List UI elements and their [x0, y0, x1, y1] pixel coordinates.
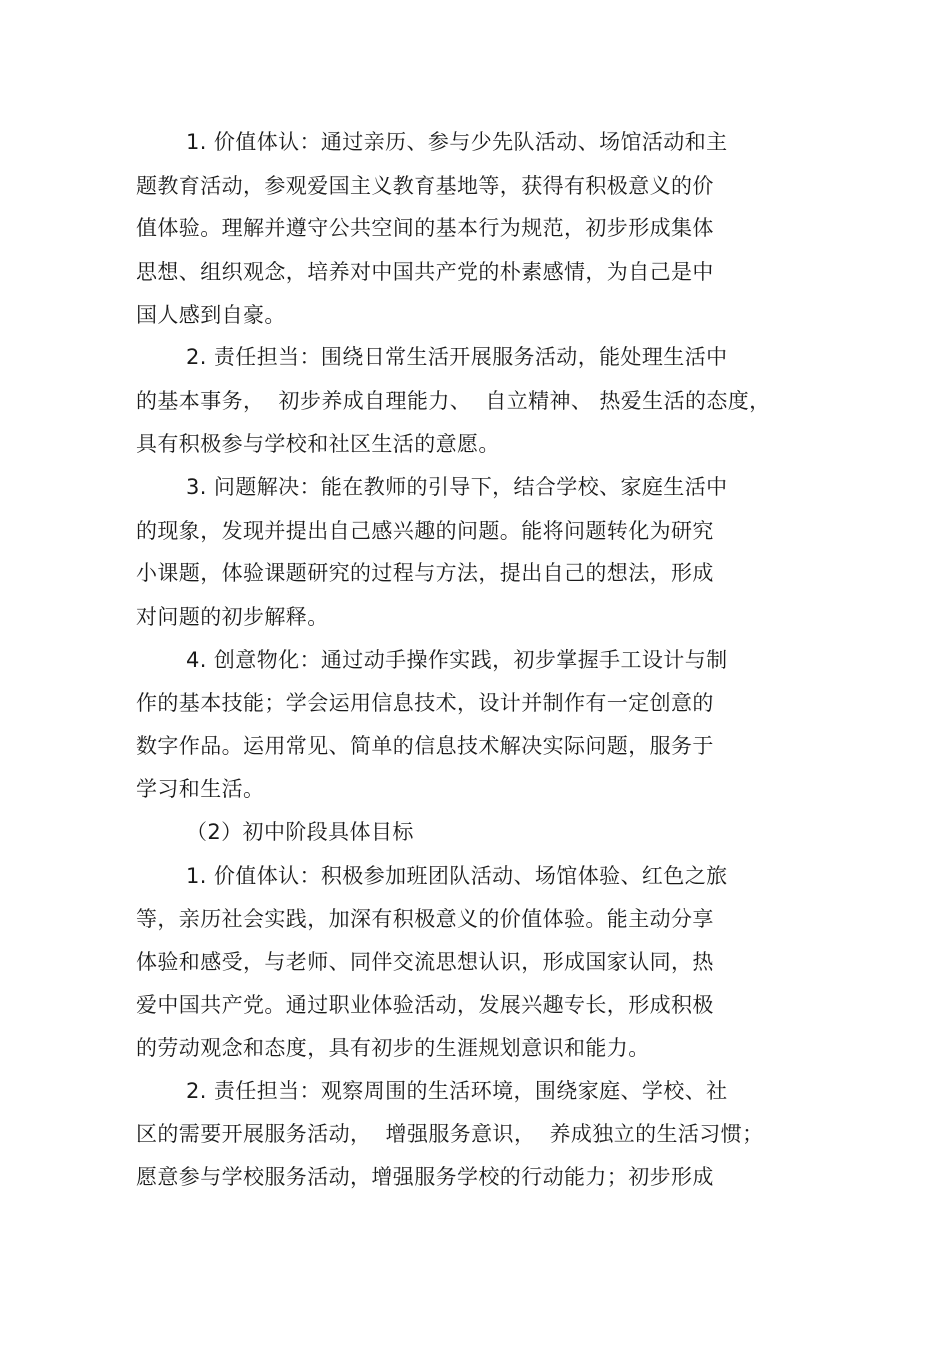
- section-heading: （2）初中阶段具体目标: [186, 820, 414, 844]
- text-line: 学习和生活。: [136, 777, 265, 801]
- text-line: 3. 问题解决：能在教师的引导下，结合学校、家庭生活中: [186, 475, 728, 499]
- text-line: 体验和感受，与老师、同伴交流思想认识，形成国家认同，热: [136, 950, 714, 974]
- text-line: 题教育活动，参观爱国主义教育基地等，获得有积极意义的价: [136, 174, 714, 198]
- text-line: 对问题的初步解释。: [136, 605, 329, 629]
- text-line: 1. 价值体认：通过亲历、参与少先队活动、场馆活动和主: [186, 130, 728, 154]
- text-line: 的劳动观念和态度，具有初步的生涯规划意识和能力。: [136, 1036, 650, 1060]
- text-line: 的现象，发现并提出自己感兴趣的问题。能将问题转化为研究: [136, 519, 714, 543]
- text-line: 2. 责任担当：围绕日常生活开展服务活动，能处理生活中: [186, 345, 728, 369]
- text-line: 数字作品。运用常见、简单的信息技术解决实际问题，服务于: [136, 734, 714, 758]
- text-line: 具有积极参与学校和社区生活的意愿。: [136, 432, 500, 456]
- text-line: 作的基本技能；学会运用信息技术，设计并制作有一定创意的: [136, 691, 714, 715]
- text-line: 思想、组织观念，培养对中国共产党的朴素感情，为自己是中: [136, 260, 714, 284]
- text-line: 1. 价值体认：积极参加班团队活动、场馆体验、红色之旅: [186, 864, 728, 888]
- text-line: 值体验。理解并遵守公共空间的基本行为规范，初步形成集体: [136, 216, 714, 240]
- text-line: 小课题，体验课题研究的过程与方法，提出自己的想法，形成: [136, 561, 714, 585]
- text-line: 的基本事务， 初步养成自理能力、 自立精神、 热爱生活的态度，: [136, 389, 771, 413]
- text-line: 4. 创意物化：通过动手操作实践，初步掌握手工设计与制: [186, 648, 728, 672]
- text-line: 国人感到自豪。: [136, 303, 286, 327]
- text-line: 2. 责任担当：观察周围的生活环境，围绕家庭、学校、社: [186, 1079, 728, 1103]
- text-line: 等，亲历社会实践，加深有积极意义的价值体验。能主动分享: [136, 907, 714, 931]
- text-line: 区的需要开展服务活动， 增强服务意识， 养成独立的生活习惯；: [136, 1122, 764, 1146]
- text-line: 爱中国共产党。通过职业体验活动，发展兴趣专长，形成积极: [136, 993, 714, 1017]
- text-line: 愿意参与学校服务活动，增强服务学校的行动能力；初步形成: [136, 1165, 714, 1189]
